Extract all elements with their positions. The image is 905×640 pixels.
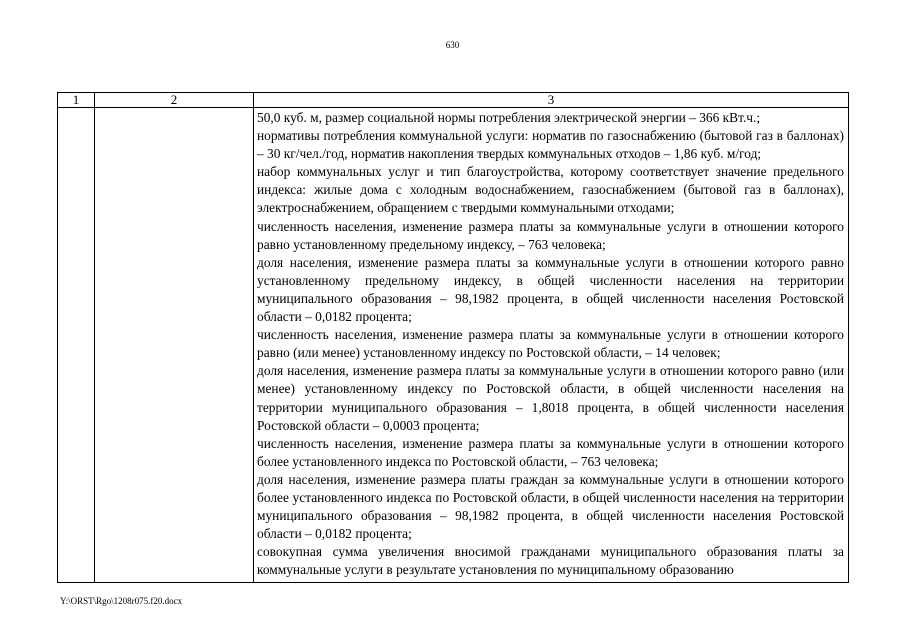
page-number: 630: [445, 40, 460, 50]
table-cell-col-3: [254, 108, 849, 583]
table-header-row: [58, 93, 849, 108]
table-cell-col-1: [58, 108, 95, 583]
footer-file-path: Y:\ORST\Rgo\1208r075.f20.docx: [60, 596, 183, 606]
paragraph-services-set: набор коммунальных услуг и тип благоустройства, которому соответствует значение предельного индекса: жилые дома с холодным водоснабжением, газоснабжением (бытовой газ в баллонах), электроснабжением, обращением с твердыми коммунальными отходами;: [257, 164, 844, 216]
paragraph-share-above: доля населения, изменение размера платы граждан за коммунальные услуги в отношении которого более установленного индекса по Ростовской области, в общей численности населения на территории муниципального образования – 98,1982 процента, в общей численности населения Ростовской области – 0,0182 процента;: [257, 471, 844, 542]
paragraph-population-above: численность населения, изменение размера платы за коммунальные услуги в отношении которого более установленного индекса по Ростовской области, – 763 человека;: [257, 435, 844, 469]
paragraph-share-equal-limit: доля населения, изменение размера платы за коммунальные услуги в отношении которого равно установленному предельному индексу, в общей численности населения на территории муниципального образования – 98,1982 процента, в общей численности населения Ростовской области – 0,0182 процента;: [257, 254, 844, 325]
column-header-2: 2: [95, 93, 254, 108]
paragraph-population-equal-or-less: численность населения, изменение размера платы за коммунальные услуги в отношении которого равно (или менее) установленному индексу по Ростовской области, – 14 человек;: [257, 327, 844, 361]
column-header-3: 3: [254, 93, 849, 108]
paragraph-gas-norm: 50,0 куб. м, размер социальной нормы потребления электрической энергии – 366 кВт.ч.;: [257, 110, 761, 125]
paragraph-consumption-norms: нормативы потребления коммунальной услуги: норматив по газоснабжению (бытовой газ в баллонах) – 30 кг/чел./год, норматив накопления твердых коммунальных отходов – 1,86 куб. м/год;: [257, 128, 844, 162]
document-table: [57, 92, 849, 583]
table-cell-col-2: [95, 108, 254, 583]
paragraph-total-increase: совокупная сумма увеличения вносимой гражданами муниципального образования платы за коммунальные услуги в результате установления по муниципальному образованию: [257, 544, 844, 578]
table-row: [58, 108, 849, 583]
column-header-1: 1: [58, 93, 95, 108]
paragraph-share-equal-or-less: доля населения, изменение размера платы за коммунальные услуги в отношении которого равно (или менее) установленному индексу по Ростовской области, в общей численности населения на территории муниципального образования – 1,8018 процента, в общей численности населения Ростовской области – 0,0003 процента;: [257, 363, 844, 433]
paragraph-population-equal-limit: численность населения, изменение размера платы за коммунальные услуги в отношении которого равно установленному предельному индексу, – 763 человека;: [257, 218, 844, 252]
